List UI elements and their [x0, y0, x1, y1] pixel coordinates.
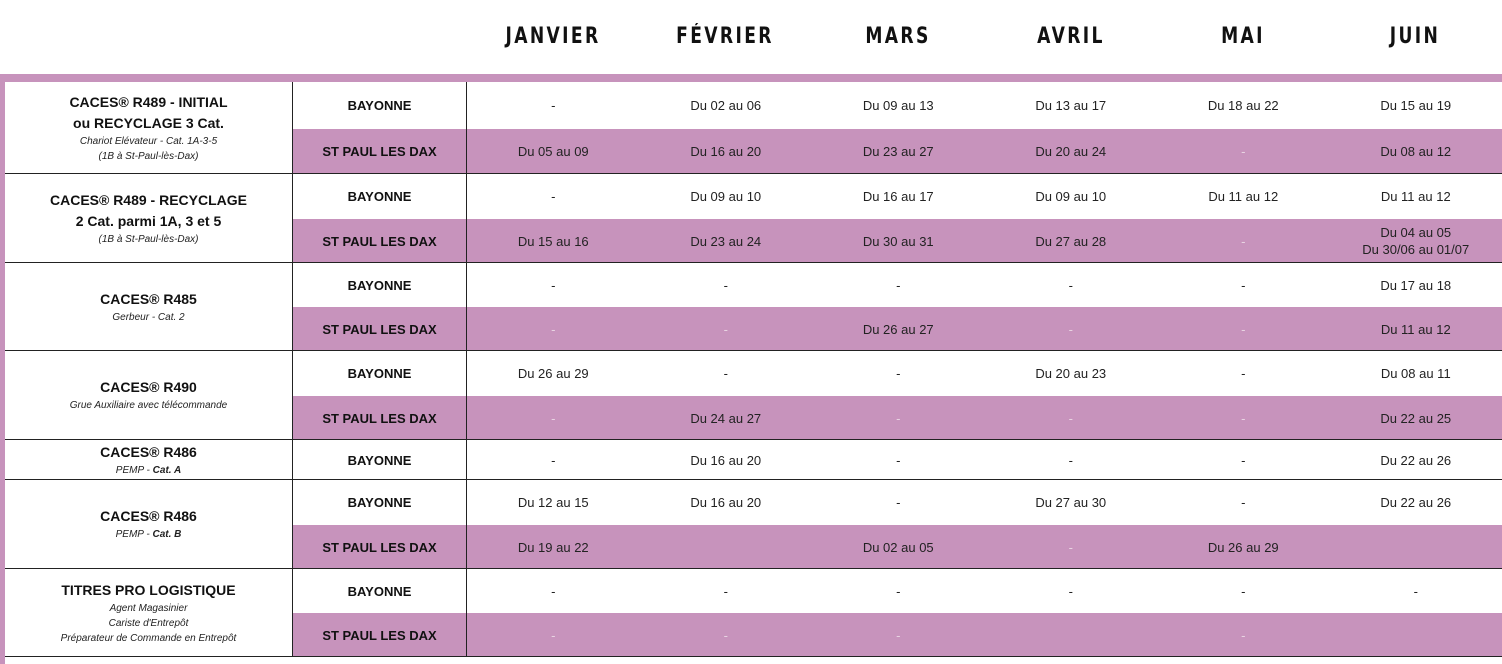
course-subtitle: (1B à St-Paul-lès-Dax) [98, 233, 199, 245]
date-cell [640, 525, 813, 569]
date-cell: - [551, 452, 556, 468]
date-cell: - [1241, 627, 1246, 643]
date-cell: Du 09 au 10 [1035, 189, 1107, 204]
date-cell: - [896, 452, 901, 468]
date-cell: - [1068, 410, 1073, 426]
course-label-r490 [5, 351, 293, 440]
table-row [293, 174, 1502, 219]
date-cell: - [896, 277, 901, 293]
course-label-r486-a [5, 440, 293, 480]
month-5: MAI [1221, 24, 1265, 49]
month-1: JANVIER [505, 24, 601, 49]
date-cell: - [1241, 144, 1246, 159]
date-cell: - [723, 277, 728, 293]
date-cell: - [723, 583, 728, 599]
date-cell: - [1241, 277, 1246, 293]
table-row [293, 480, 1502, 525]
course-subtitle: (1B à St-Paul-lès-Dax) [98, 150, 199, 162]
table-row [293, 440, 1502, 480]
course-title: 2 Cat. parmi 1A, 3 et 5 [75, 212, 222, 229]
schedule-grid [5, 82, 1502, 664]
month-4: AVRIL [1037, 24, 1105, 49]
date-cell: Du 22 au 26 [1380, 495, 1452, 510]
date-cell: Du 23 au 24 [690, 233, 762, 249]
location-stpaul: ST PAUL LES DAX [293, 129, 467, 174]
date-cell: Du 22 au 25 [1380, 410, 1452, 426]
month-6: JUIN [1389, 24, 1441, 49]
location-bayonne: BAYONNE [293, 440, 467, 480]
date-cell: - [551, 277, 556, 293]
date-cell: - [551, 627, 556, 643]
course-subtitle-category: Cat. B [152, 529, 182, 540]
table-row [293, 82, 1502, 129]
location-stpaul: ST PAUL LES DAX [293, 307, 467, 351]
date-cell: - [1068, 539, 1073, 555]
date-cell [1330, 613, 1502, 657]
date-cell: Du 17 au 18 [1380, 277, 1452, 293]
date-cell: Du 26 au 27 [862, 321, 934, 337]
date-cell: - [1068, 277, 1073, 293]
date-cell: Du 15 au 19 [1380, 98, 1452, 113]
date-cell: Du 20 au 23 [1035, 366, 1107, 381]
course-title: CACES® R490 [100, 379, 197, 395]
date-cell: Du 09 au 13 [862, 98, 934, 113]
location-bayonne: BAYONNE [293, 82, 467, 129]
date-cell: Du 11 au 12 [1380, 189, 1451, 204]
date-cell: Du 22 au 26 [1380, 452, 1452, 468]
date-cell: Du 02 au 05 [862, 539, 934, 555]
date-cell: Du 26 au 29 [1207, 539, 1279, 555]
course-subtitle-prefix: PEMP - [115, 464, 153, 476]
course-subtitle-prefix: PEMP - [115, 529, 153, 540]
table-row [293, 307, 1502, 351]
table-row [293, 569, 1502, 613]
date-cell [985, 613, 1158, 657]
date-cell: - [1241, 495, 1246, 510]
date-cell: Du 24 au 27 [690, 410, 762, 426]
date-cell: - [1068, 321, 1073, 337]
location-bayonne: BAYONNE [293, 480, 467, 525]
date-cell: Du 11 au 12 [1380, 321, 1451, 337]
date-cell: Du 19 au 22 [517, 539, 589, 555]
location-bayonne: BAYONNE [293, 351, 467, 396]
date-cell: Du 16 au 20 [690, 495, 762, 510]
course-title: ou RECYCLAGE 3 Cat. [73, 114, 224, 131]
table-row [293, 129, 1502, 174]
course-subtitle [116, 463, 181, 478]
date-cell: Du 13 au 17 [1035, 98, 1107, 113]
date-cell: Du 04 au 05 Du 30/06 au 01/07 [1362, 225, 1470, 257]
course-title: TITRES PRO LOGISTIQUE [61, 581, 236, 598]
date-cell: Du 16 au 20 [690, 452, 762, 468]
course-title: CACES® R486 [100, 443, 197, 460]
date-cell: - [896, 366, 901, 381]
date-cell: Du 09 au 10 [690, 189, 762, 204]
date-cell: - [1068, 452, 1073, 468]
date-cell: - [551, 583, 556, 599]
course-subtitle-category: Cat. A [152, 464, 182, 476]
date-cell: - [1241, 410, 1246, 426]
date-cell: Du 26 au 29 [517, 366, 589, 381]
date-cell: Du 27 au 28 [1035, 233, 1107, 249]
date-cell: - [896, 495, 901, 510]
table-row [293, 263, 1502, 307]
date-cell: Du 08 au 12 [1380, 144, 1452, 159]
date-cell: - [1241, 583, 1246, 599]
location-bayonne: BAYONNE [293, 569, 467, 613]
course-title: CACES® R489 - INITIAL [69, 93, 228, 110]
date-cell: - [551, 98, 556, 113]
date-cell: Du 12 au 15 [517, 495, 589, 510]
course-subtitle: Grue Auxiliaire avec télécommande [69, 400, 228, 411]
date-cell: - [723, 366, 728, 381]
date-cell: - [896, 583, 901, 599]
date-cell: - [551, 189, 556, 204]
course-title: CACES® R485 [100, 290, 197, 307]
course-label-titres-pro [5, 569, 293, 657]
location-stpaul: ST PAUL LES DAX [293, 613, 467, 657]
month-3: MARS [865, 24, 931, 49]
date-cell: - [1241, 452, 1246, 468]
course-label-r489-recyclage [5, 174, 293, 263]
course-subtitle: Agent Magasinier [109, 602, 188, 614]
course-label-r486-b [5, 480, 293, 569]
date-cell: - [896, 627, 901, 643]
location-bayonne: BAYONNE [293, 263, 467, 307]
date-cell: - [1068, 583, 1073, 599]
course-title: CACES® R486 [100, 508, 197, 524]
location-stpaul: ST PAUL LES DAX [293, 396, 467, 440]
course-subtitle: Cariste d'Entrepôt [108, 617, 189, 629]
date-cell: Du 23 au 27 [862, 144, 934, 159]
course-label-r485 [5, 263, 293, 351]
month-2: FÉVRIER [676, 24, 774, 49]
date-cell: Du 27 au 30 [1035, 495, 1107, 510]
date-cell: - [896, 410, 901, 426]
course-subtitle: Chariot Elévateur - Cat. 1A-3-5 [79, 135, 218, 147]
table-row [293, 219, 1502, 263]
table-row [293, 525, 1502, 569]
date-cell: Du 30 au 31 [862, 233, 934, 249]
group-divider [293, 656, 1502, 657]
course-subtitle [116, 527, 182, 542]
date-cell: - [1241, 233, 1246, 249]
date-cell: Du 20 au 24 [1035, 144, 1107, 159]
date-cell: Du 16 au 20 [690, 144, 762, 159]
date-cell: - [1241, 366, 1246, 381]
date-cell: - [1241, 321, 1246, 337]
date-cell: Du 18 au 22 [1207, 98, 1279, 113]
course-subtitle: Gerbeur - Cat. 2 [112, 311, 185, 323]
location-bayonne: BAYONNE [293, 174, 467, 219]
date-cell: - [1413, 583, 1418, 599]
header-divider [0, 74, 1502, 82]
date-cell: - [723, 627, 728, 643]
date-cell: Du 15 au 16 [517, 233, 589, 249]
date-cell: Du 08 au 11 [1380, 366, 1451, 381]
table-row [293, 613, 1502, 657]
location-stpaul: ST PAUL LES DAX [293, 525, 467, 569]
table-row [293, 351, 1502, 396]
table-row [293, 396, 1502, 440]
date-cell: Du 02 au 06 [690, 98, 762, 113]
months-header [0, 0, 1502, 74]
date-cell: Du 16 au 17 [862, 189, 934, 204]
date-cell: - [723, 321, 728, 337]
date-cell: Du 05 au 09 [517, 144, 589, 159]
date-cell: - [551, 410, 556, 426]
course-subtitle: Préparateur de Commande en Entrepôt [60, 632, 237, 644]
date-cell: Du 11 au 12 [1208, 189, 1279, 204]
course-label-r489-initial [5, 82, 293, 174]
location-stpaul: ST PAUL LES DAX [293, 219, 467, 263]
date-cell [1330, 525, 1502, 569]
date-cell: - [551, 321, 556, 337]
course-title: CACES® R489 - RECYCLAGE [49, 191, 248, 208]
